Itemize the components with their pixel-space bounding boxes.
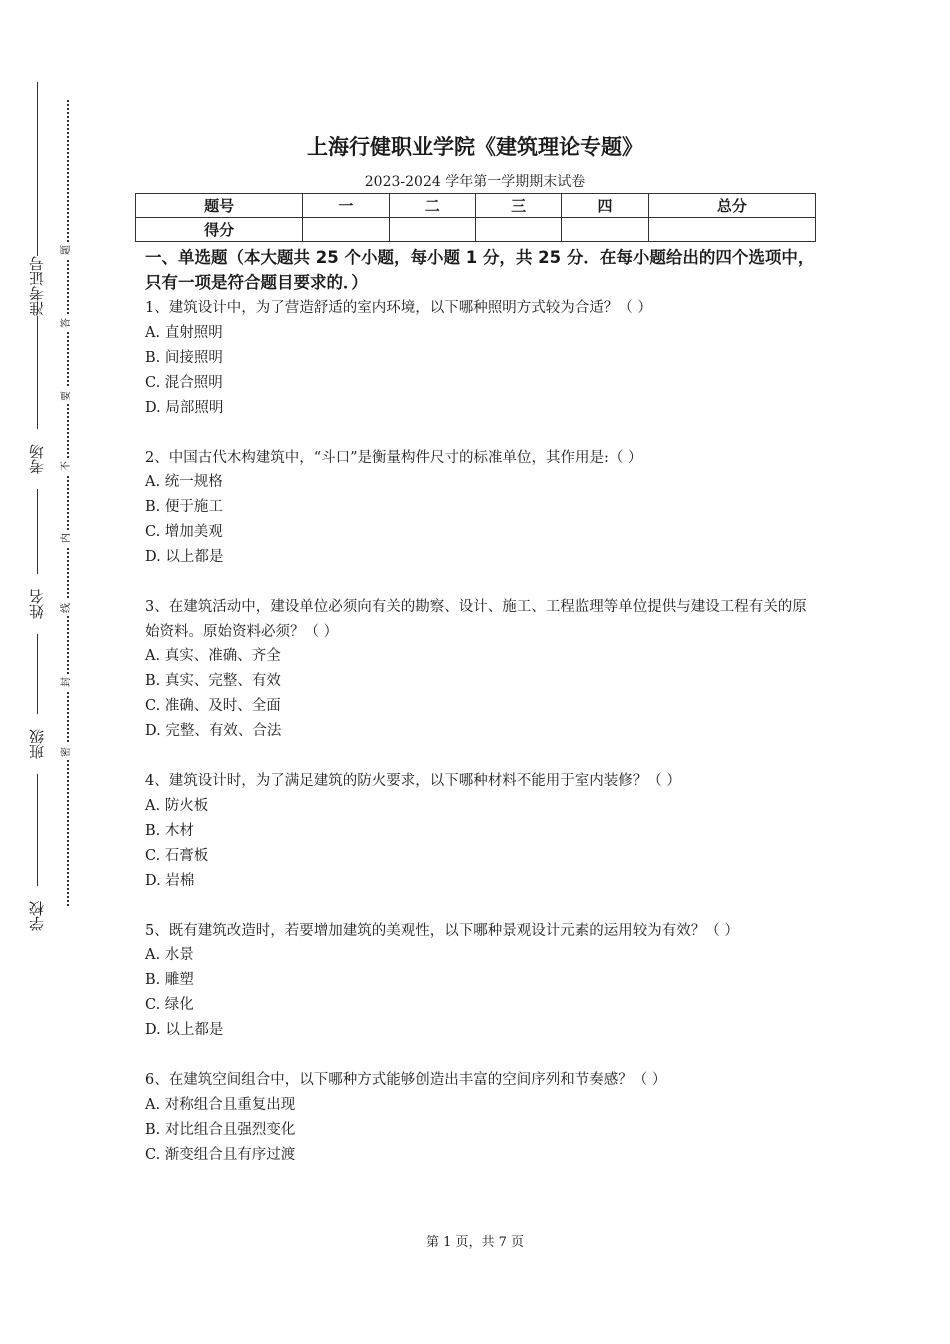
option: A. 统一规格	[145, 474, 223, 490]
option: B. 对比组合且强烈变化	[145, 1121, 296, 1138]
score-table-score-row	[136, 218, 816, 242]
score-header-cell: 一	[303, 194, 389, 218]
question-text: 6、在建筑空间组合中，以下哪种方式能够创造出丰富的空间序列和节奏感？（ ）	[145, 1072, 667, 1088]
question	[145, 919, 810, 1044]
score-table	[135, 193, 816, 242]
option: A. 水景	[145, 947, 194, 963]
seal-char: 内	[59, 530, 75, 546]
exam-room-label: 考场	[22, 429, 52, 489]
option: C. 混合照明	[145, 374, 223, 391]
option: B. 雕塑	[145, 972, 194, 988]
option: D. 局部照明	[145, 399, 224, 416]
seal-char: 不	[59, 458, 75, 474]
option: C. 石膏板	[145, 847, 209, 864]
binding-solid-line	[37, 82, 38, 924]
option: D. 以上都是	[145, 549, 224, 565]
question-text: 1、建筑设计中，为了营造舒适的室内环境，以下哪种照明方式较为合适？（ ）	[145, 300, 652, 316]
exam-subtitle: 2023-2024 学年第一学期期末试卷	[364, 174, 586, 190]
question-text: 3、在建筑活动中，建设单位必须向有关的勘察、设计、施工、工程监理等单位提供与建设工程有关的原始资料。原始资料必须？（ ）	[145, 599, 807, 640]
question	[145, 446, 810, 571]
seal-char: 要	[59, 388, 75, 404]
score-table-header-row	[136, 194, 816, 218]
seal-char: 题	[59, 242, 75, 258]
school-label: 学校	[22, 886, 52, 946]
option: B. 便于施工	[145, 499, 223, 515]
option: D. 完整、有效、合法	[145, 723, 282, 739]
option: A. 真实、准确、齐全	[145, 648, 281, 664]
score-row-label: 得分	[136, 218, 303, 242]
score-header-cell: 题号	[136, 194, 303, 218]
score-blank-cell	[648, 218, 815, 242]
option: C. 渐变组合且有序过渡	[145, 1146, 296, 1163]
score-blank-cell	[562, 218, 648, 242]
option: D. 岩棉	[145, 872, 195, 889]
score-blank-cell	[475, 218, 561, 242]
seal-char: 封	[59, 674, 75, 690]
name-label: 姓名	[22, 574, 52, 634]
binding-margin	[0, 0, 90, 1344]
question	[145, 595, 810, 744]
option: D. 以上都是	[145, 1022, 224, 1038]
page-footer: 第 1 页，共 7 页	[425, 1235, 525, 1250]
option: A. 对称组合且重复出现	[145, 1096, 296, 1113]
option: C. 绿化	[145, 997, 194, 1013]
class-label: 班级	[22, 714, 52, 774]
option: A. 防火板	[145, 797, 209, 814]
seal-char: 密	[59, 744, 75, 760]
score-blank-cell	[303, 218, 389, 242]
question-text: 4、建筑设计时，为了满足建筑的防火要求，以下哪种材料不能用于室内装修？（ ）	[145, 773, 681, 789]
option: B. 间接照明	[145, 349, 223, 366]
question	[145, 1068, 810, 1168]
seal-char: 线	[59, 600, 75, 616]
score-blank-cell	[389, 218, 475, 242]
binding-dotted-line	[67, 100, 69, 906]
option: B. 真实、完整、有效	[145, 673, 281, 689]
score-header-cell: 三	[475, 194, 561, 218]
option: B. 木材	[145, 822, 194, 839]
option: A. 直射照明	[145, 324, 223, 341]
section-heading: 一、单选题（本大题共 25 个小题，每小题 1 分，共 25 分．在每小题给出的四个选项中，只有一项是符合题目要求的．）	[145, 248, 815, 292]
question	[145, 769, 810, 894]
score-header-cell: 总分	[648, 194, 815, 218]
exam-title: 上海行健职业学院《建筑理论专题》	[307, 135, 643, 159]
option: C. 准确、及时、全面	[145, 698, 281, 714]
option: C. 增加美观	[145, 524, 223, 540]
question-list	[145, 296, 810, 1193]
seal-char: 答	[59, 315, 75, 331]
question-text: 2、中国古代木构建筑中，“斗口”是衡量构件尺寸的标准单位，其作用是:（ ）	[145, 449, 643, 466]
question	[145, 296, 810, 421]
score-header-cell: 四	[562, 194, 648, 218]
score-header-cell: 二	[389, 194, 475, 218]
question-text: 5、既有建筑改造时，若要增加建筑的美观性，以下哪种景观设计元素的运用较为有效？（ ）	[145, 922, 739, 939]
exam-number-label: 准考证号	[22, 256, 52, 316]
